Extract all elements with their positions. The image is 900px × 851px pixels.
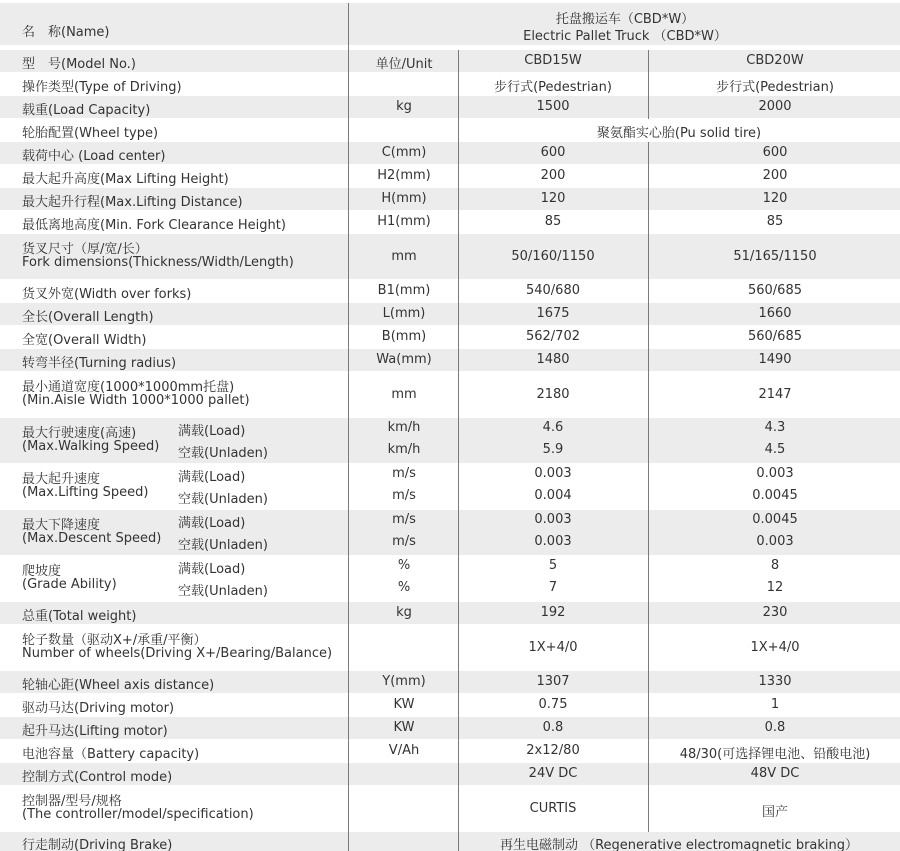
- row-unit: m/s: [392, 534, 416, 549]
- row-sub-label: 满载(Load): [178, 562, 246, 577]
- row-name-line: 最大行驶速度(高速): [22, 426, 137, 441]
- table-row: [0, 280, 900, 302]
- row-sub-label: 空载(Unladen): [178, 492, 268, 507]
- row-sub-label: 满载(Load): [178, 516, 246, 531]
- row-value-span: 聚氨酯实心胎(Pu solid tire): [596, 126, 762, 141]
- row-unit: %: [397, 580, 411, 595]
- row-name-cell: [22, 280, 348, 302]
- row-name-cell: [22, 786, 348, 831]
- row-value-cbd20w: 0.003: [756, 466, 794, 481]
- row-unit: KW: [393, 697, 415, 712]
- row-unit: B(mm): [381, 329, 427, 344]
- row-name-line: 最低离地高度(Min. Fork Clearance Height): [22, 218, 286, 233]
- row-unit: [350, 832, 458, 851]
- row-value-cbd15w: 0.004: [534, 488, 572, 503]
- row-name-cell: [22, 556, 172, 601]
- table-row: [0, 349, 900, 371]
- divider-models: [648, 694, 649, 717]
- divider-models: [648, 625, 649, 671]
- row-name-line: 爬坡度: [22, 564, 62, 579]
- row-name-cell: [22, 602, 348, 624]
- row-value-cbd15w: 0.75: [538, 697, 568, 712]
- row-name-line: 载荷中心 (Load center): [22, 149, 166, 164]
- row-name-line: 轮胎配置(Wheel type): [22, 126, 159, 141]
- divider-models: [648, 510, 649, 556]
- row-name-line: (Max.Walking Speed): [22, 439, 160, 454]
- table-row: [0, 234, 900, 279]
- row-unit: [350, 119, 458, 141]
- row-name-line: 轮子数量（驱动X+/承重/平衡）: [22, 633, 207, 648]
- row-unit: kg: [396, 605, 412, 620]
- divider-models: [648, 372, 649, 418]
- row-name-cell: [22, 671, 348, 693]
- row-name-line: 载重(Load Capacity): [22, 103, 151, 118]
- table-row: [0, 625, 900, 670]
- row-value-cbd15w: 120: [540, 191, 566, 206]
- row-value-cbd20w: 2147: [758, 387, 792, 402]
- row-name-cell: [22, 464, 172, 509]
- row-unit: H1(mm): [377, 214, 431, 229]
- divider-models: [648, 73, 649, 96]
- row-unit: mm: [391, 249, 417, 264]
- table-row: [0, 96, 900, 118]
- table-row: [0, 188, 900, 210]
- row-value-cbd20w: 国产: [761, 805, 788, 820]
- row-name-line: 转弯半径(Turning radius): [22, 356, 177, 371]
- row-value-cbd15w: 0.003: [534, 466, 572, 481]
- header-name-cell: [22, 3, 348, 45]
- table-row: [0, 464, 900, 509]
- row-name-cell: [22, 188, 348, 210]
- divider-models: [648, 418, 649, 464]
- row-value-cbd15w: 1480: [536, 352, 570, 367]
- row-name-line: (Max.Lifting Speed): [22, 485, 149, 500]
- row-value-cbd20w: CBD20W: [746, 53, 804, 68]
- row-value-cbd15w: 600: [540, 145, 566, 160]
- row-unit: KW: [393, 720, 415, 735]
- table-row: [0, 717, 900, 739]
- table-row: [0, 165, 900, 187]
- divider-models: [648, 188, 649, 211]
- row-value-cbd15w: 0.003: [534, 534, 572, 549]
- row-unit: kg: [396, 99, 412, 114]
- divider-models: [648, 740, 649, 763]
- row-value-cbd20w: 51/165/1150: [733, 249, 817, 264]
- table-row: [0, 303, 900, 325]
- row-value-cbd15w: 步行式(Pedestrian): [494, 80, 612, 95]
- divider-models: [648, 671, 649, 694]
- row-unit: C(mm): [381, 145, 427, 160]
- row-value-cbd15w: 562/702: [525, 329, 580, 344]
- row-sub-label: 空载(Unladen): [178, 538, 268, 553]
- row-value-cbd15w: 24V DC: [528, 766, 578, 781]
- row-name-cell: [22, 211, 348, 233]
- row-name-cell: [22, 372, 348, 417]
- divider-models: [648, 556, 649, 602]
- row-value-cbd15w: 4.6: [542, 420, 564, 435]
- row-sub-label: 空载(Unladen): [178, 584, 268, 599]
- row-name-line: 最大起升行程(Max.Lifting Distance): [22, 195, 243, 210]
- table-row: [0, 326, 900, 348]
- row-unit: m/s: [392, 466, 416, 481]
- row-unit: m/s: [392, 512, 416, 527]
- row-value-cbd15w: 85: [544, 214, 562, 229]
- row-value-cbd15w: 7: [548, 580, 558, 595]
- row-unit: [350, 763, 458, 785]
- row-value-cbd20w: 600: [762, 145, 788, 160]
- product-title-en: Electric Pallet Truck （CBD*W）: [523, 29, 727, 44]
- row-value-cbd20w: 1330: [758, 674, 792, 689]
- divider-models: [648, 602, 649, 625]
- row-value-cbd20w: 85: [766, 214, 784, 229]
- row-name-cell: [22, 717, 348, 739]
- row-name-line: 起升马达(Lifting motor): [22, 724, 168, 739]
- row-unit: m/s: [392, 488, 416, 503]
- table-row: [0, 671, 900, 693]
- row-name-cell: [22, 119, 348, 141]
- row-unit: [350, 625, 458, 670]
- row-value-cbd15w: 1500: [536, 99, 570, 114]
- table-row: [0, 372, 900, 417]
- row-value-cbd20w: 12: [766, 580, 784, 595]
- row-unit: Wa(mm): [376, 352, 432, 367]
- row-name-line: 货叉尺寸（厚/宽/长）: [22, 242, 148, 257]
- divider-unit-values: [458, 50, 459, 851]
- divider-models: [648, 349, 649, 372]
- row-name-line: 总重(Total weight): [22, 609, 137, 624]
- row-value-cbd15w: CURTIS: [529, 801, 577, 816]
- row-name-line: 货叉外宽(Width over forks): [22, 287, 192, 302]
- table-row: [0, 602, 900, 624]
- row-value-cbd20w: 0.003: [756, 534, 794, 549]
- row-name-cell: [22, 326, 348, 348]
- divider-models: [648, 142, 649, 165]
- row-name-line: (Grade Ability): [22, 577, 117, 592]
- row-name-cell: [22, 418, 172, 463]
- row-name-cell: [22, 763, 348, 785]
- row-value-cbd20w: 1: [770, 697, 780, 712]
- table-row: [0, 73, 900, 95]
- row-sub-label: 满载(Load): [178, 424, 246, 439]
- table-row: [0, 763, 900, 785]
- divider-models: [648, 303, 649, 326]
- row-name-line: (Min.Aisle Width 1000*1000 pallet): [22, 393, 250, 408]
- row-name-cell: [22, 96, 348, 118]
- row-name-line: 型 号(Model No.): [22, 57, 136, 72]
- row-name-line: (The controller/model/specification): [22, 807, 254, 822]
- row-name-line: 控制方式(Control mode): [22, 770, 173, 785]
- divider-models: [648, 464, 649, 510]
- row-name-cell: [22, 73, 348, 95]
- row-value-cbd20w: 48/30(可选择锂电池、铅酸电池): [679, 747, 871, 762]
- row-unit: B1(mm): [377, 283, 431, 298]
- row-name-line: 最大起升高度(Max Lifting Height): [22, 172, 229, 187]
- table-row: [0, 142, 900, 164]
- row-sub-label: 满载(Load): [178, 470, 246, 485]
- row-value-cbd20w: 4.3: [764, 420, 786, 435]
- row-name-line: 行走制动(Driving Brake): [22, 838, 173, 851]
- row-value-cbd20w: 120: [762, 191, 788, 206]
- divider-models: [648, 786, 649, 832]
- table-row: [0, 786, 900, 831]
- row-value-cbd20w: 0.0045: [752, 488, 798, 503]
- row-unit: V/Ah: [388, 743, 420, 758]
- row-value-cbd20w: 0.0045: [752, 512, 798, 527]
- row-value-cbd15w: 2180: [536, 387, 570, 402]
- row-name-cell: [22, 234, 348, 279]
- row-name-cell: [22, 740, 348, 762]
- row-sub-label: 空载(Unladen): [178, 446, 268, 461]
- row-value-cbd15w: 0.8: [542, 720, 564, 735]
- row-name-line: 全宽(Overall Width): [22, 333, 147, 348]
- row-name-line: 驱动马达(Driving motor): [22, 701, 175, 716]
- table-row: [0, 418, 900, 463]
- row-value-cbd15w: 540/680: [525, 283, 580, 298]
- header-product-cell: [350, 3, 900, 45]
- table-row: [0, 50, 900, 72]
- table-row: [0, 119, 900, 141]
- row-name-cell: [22, 165, 348, 187]
- row-value-cbd20w: 1490: [758, 352, 792, 367]
- row-value-span: 再生电磁制动 （Regenerative electromagnetic braking）: [499, 838, 859, 851]
- divider-models: [648, 96, 649, 119]
- header-name-label: 名 称(Name): [22, 25, 110, 40]
- row-unit: Y(mm): [382, 674, 426, 689]
- row-value-cbd20w: 步行式(Pedestrian): [716, 80, 834, 95]
- divider-models: [648, 763, 649, 786]
- row-name-line: 最大起升速度: [22, 472, 101, 487]
- divider-models: [648, 165, 649, 188]
- row-unit: %: [397, 558, 411, 573]
- divider-models: [648, 326, 649, 349]
- row-name-line: 最小通道宽度(1000*1000mm托盘): [22, 380, 235, 395]
- row-name-cell: [22, 510, 172, 555]
- row-value-cbd15w: 192: [540, 605, 566, 620]
- table-row: [0, 211, 900, 233]
- row-name-cell: [22, 694, 348, 716]
- row-unit: H(mm): [381, 191, 427, 206]
- row-name-cell: [22, 303, 348, 325]
- table-row: [0, 740, 900, 762]
- row-name-line: 轮轴心距(Wheel axis distance): [22, 678, 215, 693]
- row-unit: mm: [391, 387, 417, 402]
- row-name-line: (Max.Descent Speed): [22, 531, 162, 546]
- row-value-cbd20w: 200: [762, 168, 788, 183]
- product-title-cn: 托盘搬运车（CBD*W）: [555, 12, 695, 27]
- divider-name-unit: [348, 3, 349, 851]
- row-value-cbd20w: 230: [762, 605, 788, 620]
- row-name-line: 全长(Overall Length): [22, 310, 154, 325]
- row-name-line: Fork dimensions(Thickness/Width/Length): [22, 255, 294, 270]
- row-value-cbd15w: 1307: [536, 674, 570, 689]
- divider-models: [648, 717, 649, 740]
- row-value-cbd20w: 0.8: [764, 720, 786, 735]
- row-name-line: 电池容量（Battery capacity): [22, 747, 200, 762]
- table-row: [0, 556, 900, 601]
- row-value-cbd20w: 560/685: [747, 283, 802, 298]
- row-name-line: 操作类型(Type of Driving): [22, 80, 182, 95]
- row-unit: L(mm): [382, 306, 426, 321]
- row-name-line: Number of wheels(Driving X+/Bearing/Balance): [22, 646, 333, 661]
- row-value-cbd15w: 2x12/80: [526, 743, 580, 758]
- row-value-cbd20w: 1660: [758, 306, 792, 321]
- row-name-cell: [22, 50, 348, 72]
- table-row: [0, 832, 900, 851]
- row-value-cbd15w: 5: [548, 558, 558, 573]
- header-row: [0, 3, 900, 45]
- row-unit: 单位/Unit: [375, 57, 433, 72]
- row-unit: km/h: [387, 442, 421, 457]
- divider-models: [648, 50, 649, 73]
- row-value-cbd20w: 48V DC: [750, 766, 800, 781]
- row-value-cbd15w: 1X+4/0: [528, 640, 578, 655]
- row-unit: km/h: [387, 420, 421, 435]
- row-value-cbd15w: 200: [540, 168, 566, 183]
- row-name-cell: [22, 832, 348, 851]
- row-unit: [350, 73, 458, 95]
- row-name-cell: [22, 142, 348, 164]
- row-value-cbd15w: 1675: [536, 306, 570, 321]
- row-value-cbd15w: 0.003: [534, 512, 572, 527]
- row-name-line: 最大下降速度: [22, 518, 101, 533]
- row-name-cell: [22, 349, 348, 371]
- row-value-cbd15w: 5.9: [542, 442, 564, 457]
- row-unit: [350, 786, 458, 831]
- divider-models: [648, 280, 649, 303]
- row-value-cbd15w: 50/160/1150: [511, 249, 595, 264]
- row-name-line: 控制器/型号/规格: [22, 794, 122, 809]
- table-row: [0, 694, 900, 716]
- divider-models: [648, 211, 649, 234]
- row-value-cbd20w: 1X+4/0: [750, 640, 800, 655]
- row-value-cbd20w: 2000: [758, 99, 792, 114]
- divider-models: [648, 234, 649, 280]
- row-value-cbd20w: 560/685: [747, 329, 802, 344]
- table-row: [0, 510, 900, 555]
- row-value-cbd20w: 4.5: [764, 442, 786, 457]
- row-value-cbd20w: 8: [770, 558, 780, 573]
- row-name-cell: [22, 625, 348, 670]
- row-value-cbd15w: CBD15W: [524, 53, 582, 68]
- row-unit: H2(mm): [377, 168, 431, 183]
